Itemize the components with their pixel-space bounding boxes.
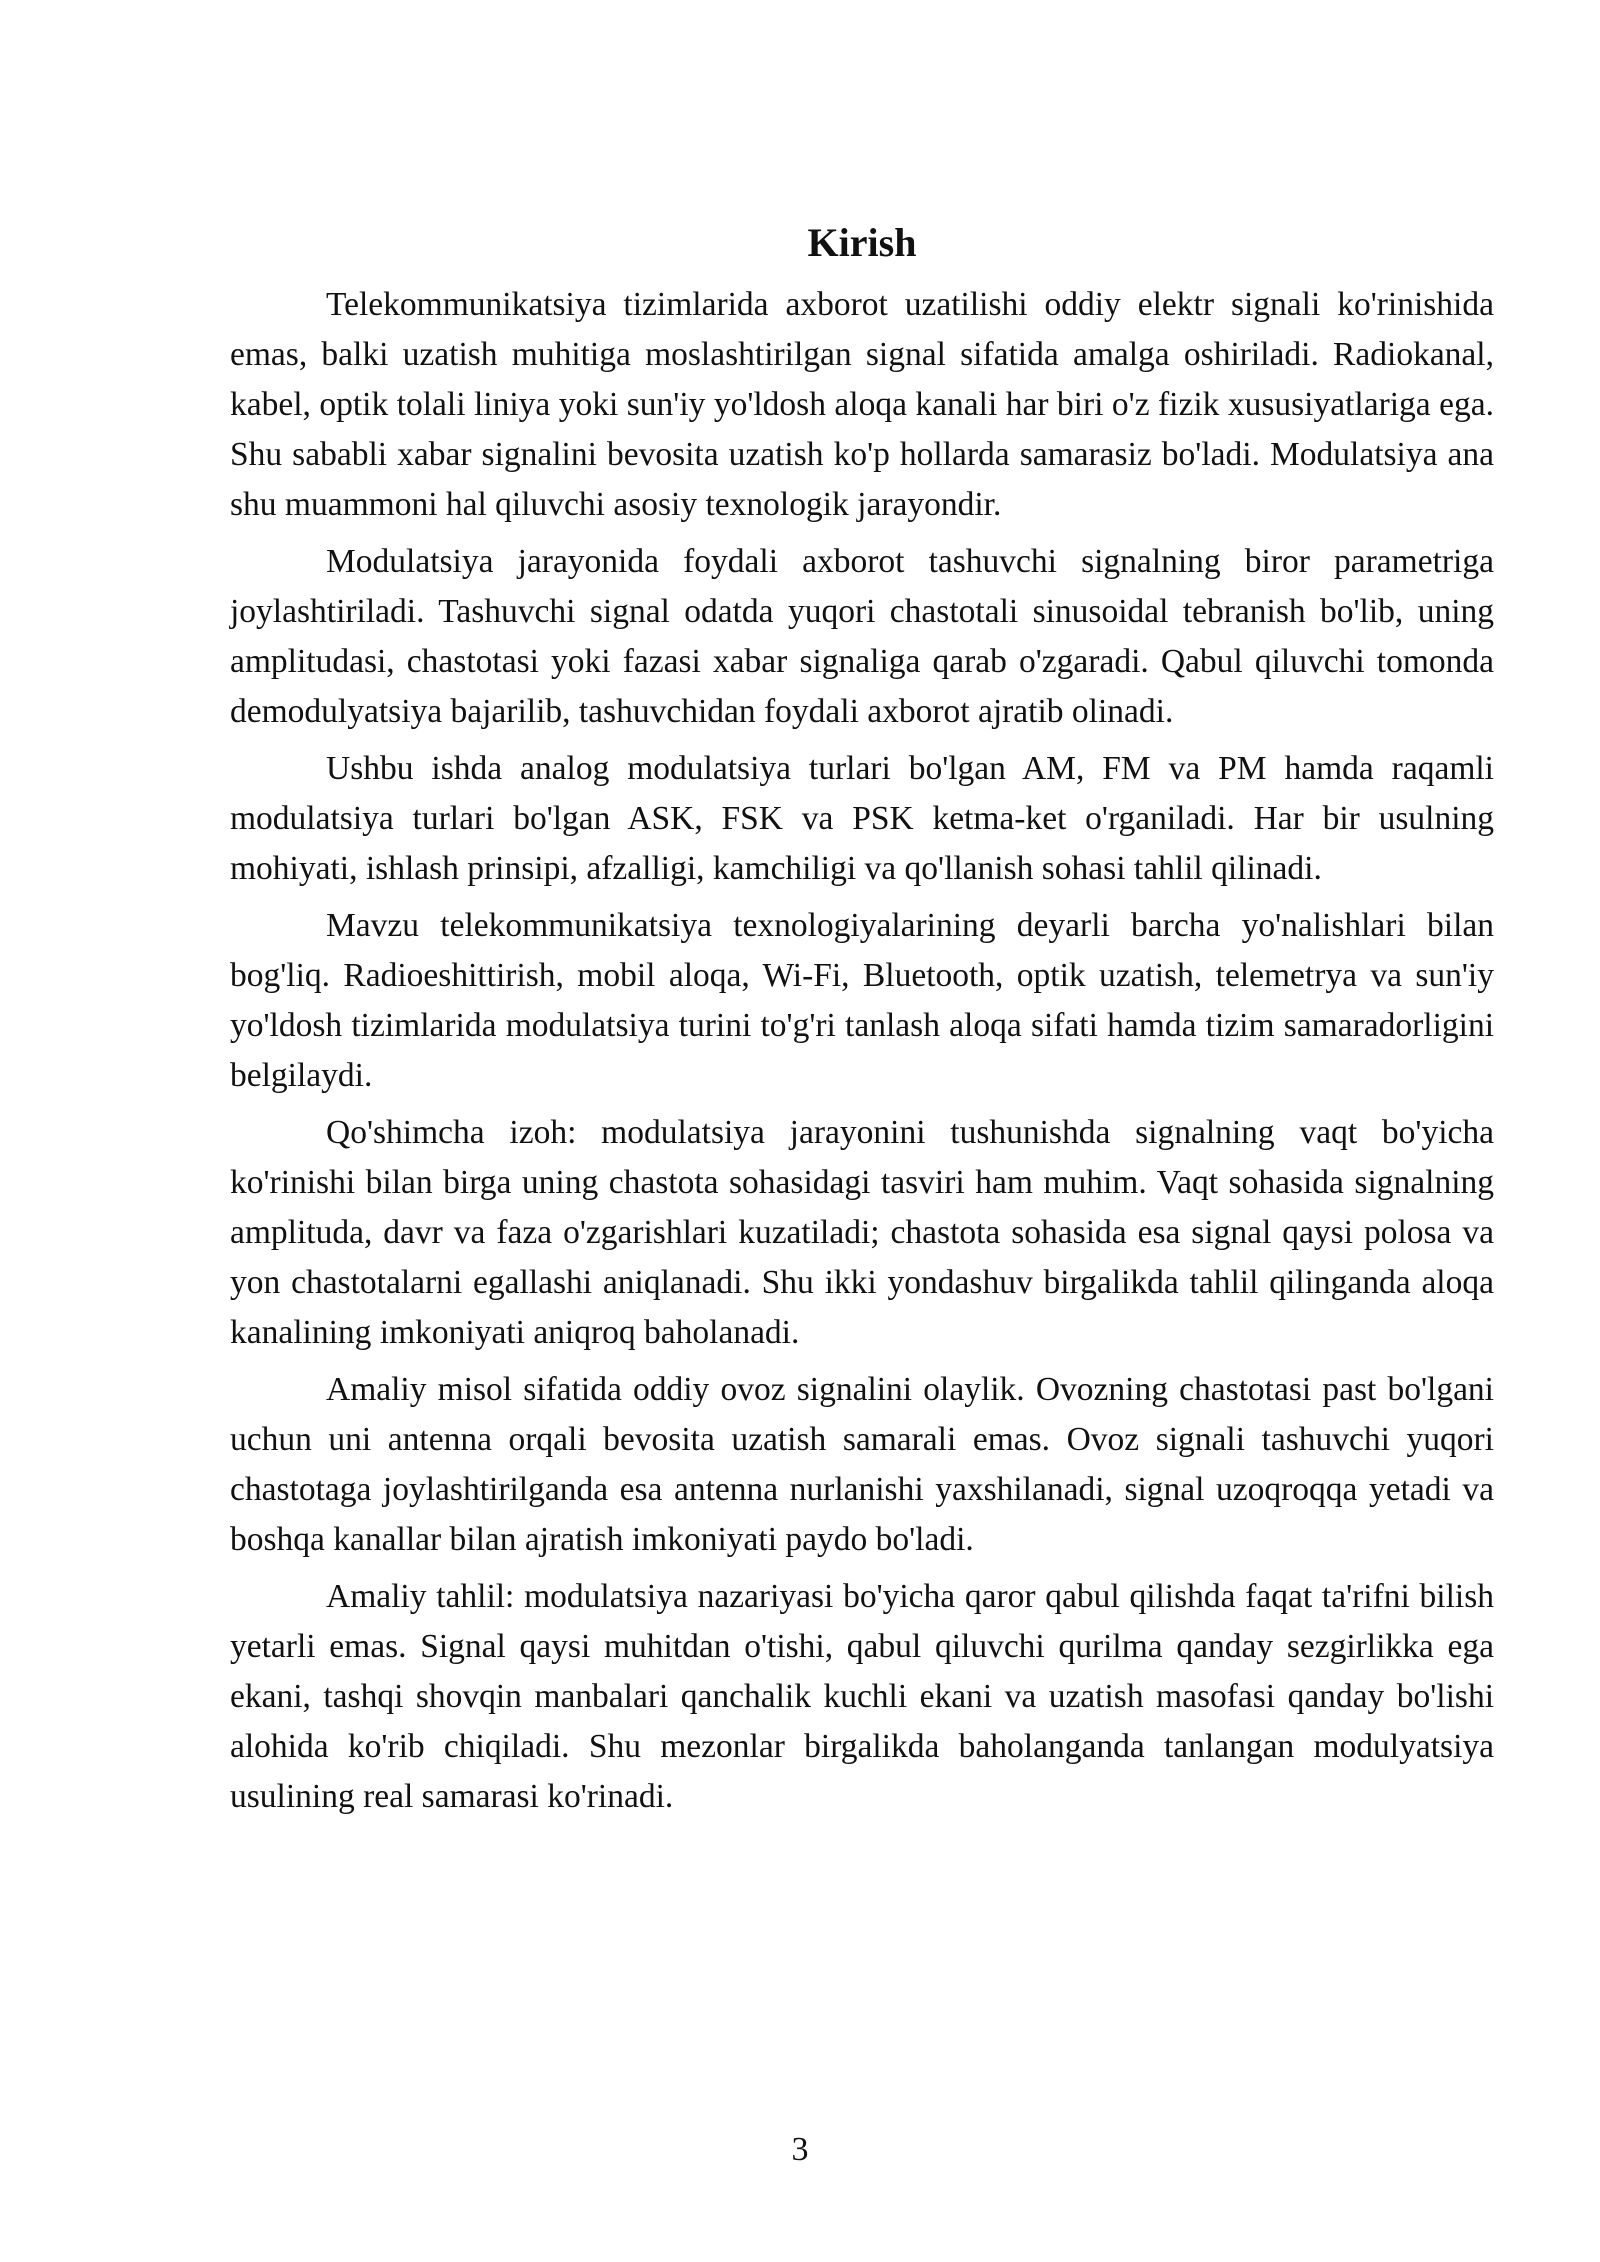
paragraph-5: Qo'shimcha izoh: modulatsiya jarayonini tushunishda signalning vaqt bo'yicha ko'rinishi bilan birga uning chastota sohasidagi tasviri ham muhim. Vaqt sohasida signalning amplituda, davr va faza o'zgarishlari kuzatiladi; chastota sohasida esa signal qaysi polosa va yon chastotalarni egallashi aniqlanadi. Shu ikki yondashuv birgalikda tahlil qilinganda aloqa kanalining imkoniyati aniqroq baholanadi. [230,1114,1494,1351]
paragraph-3: Ushbu ishda analog modulatsiya turlari bo'lgan AM, FM va PM hamda raqamli modulatsiya turlari bo'lgan ASK, FSK va PSK ketma-ket o'rganiladi. Har bir usulning mohiyati, ishlash prinsipi, afzalligi, kamchiligi va qo'llanish sohasi tahlil qilinadi. [230,750,1494,887]
page-content [230,212,1494,1829]
paragraph-2: Modulatsiya jarayonida foydali axborot tashuvchi signalning biror parametriga joylashtiriladi. Tashuvchi signal odatda yuqori chastotali sinusoidal tebranish bo'lib, uning amplitudasi, chastotasi yoki fazasi xabar signaliga qarab o'zgaradi. Qabul qiluvchi tomonda demodulyatsiya bajarilib, tashuvchidan foydali axborot ajratib olinadi. [230,543,1494,730]
paragraph-6: Amaliy misol sifatida oddiy ovoz signalini olaylik. Ovozning chastotasi past bo'lgani uchun uni antenna orqali bevosita uzatish samarali emas. Ovoz signali tashuvchi yuqori chastotaga joylashtirilganda esa antenna nurlanishi yaxshilanadi, signal uzoqroqqa yetadi va boshqa kanallar bilan ajratish imkoniyati paydo bo'ladi. [230,1371,1494,1558]
page-number: 3 [791,2131,809,2168]
paragraph-7: Amaliy tahlil: modulatsiya nazariyasi bo'yicha qaror qabul qilishda faqat ta'rifni bilish yetarli emas. Signal qaysi muhitdan o'tishi, qabul qiluvchi qurilma qanday sezgirlikka ega ekani, tashqi shovqin manbalari qanchalik kuchli ekani va uzatish masofasi qanday bo'lishi alohida ko'rib chiqiladi. Shu mezonlar birgalikda baholanganda tanlangan modulyatsiya usulining real samarasi ko'rinadi. [230,1578,1494,1815]
paragraph-4: Mavzu telekommunikatsiya texnologiyalarining deyarli barcha yo'nalishlari bilan bog'liq. Radioeshittirish, mobil aloqa, Wi-Fi, Bluetooth, optik uzatish, telemetrya va sun'iy yo'ldosh tizimlarida modulatsiya turini to'g'ri tanlash aloqa sifati hamda tizim samaradorligini belgilaydi. [230,907,1494,1094]
section-title: Kirish [807,220,917,265]
paragraph-1: Telekommunikatsiya tizimlarida axborot uzatilishi oddiy elektr signali ko'rinishida emas, balki uzatish muhitiga moslashtirilgan signal sifatida amalga oshiriladi. Radiokanal, kabel, optik tolali liniya yoki sun'iy yo'ldosh aloqa kanali har biri o'z fizik xususiyatlariga ega. Shu sababli xabar signalini bevosita uzatish ko'p hollarda samarasiz bo'ladi. Modulatsiya ana shu muammoni hal qiluvchi asosiy texnologik jarayondir. [230,286,1494,523]
